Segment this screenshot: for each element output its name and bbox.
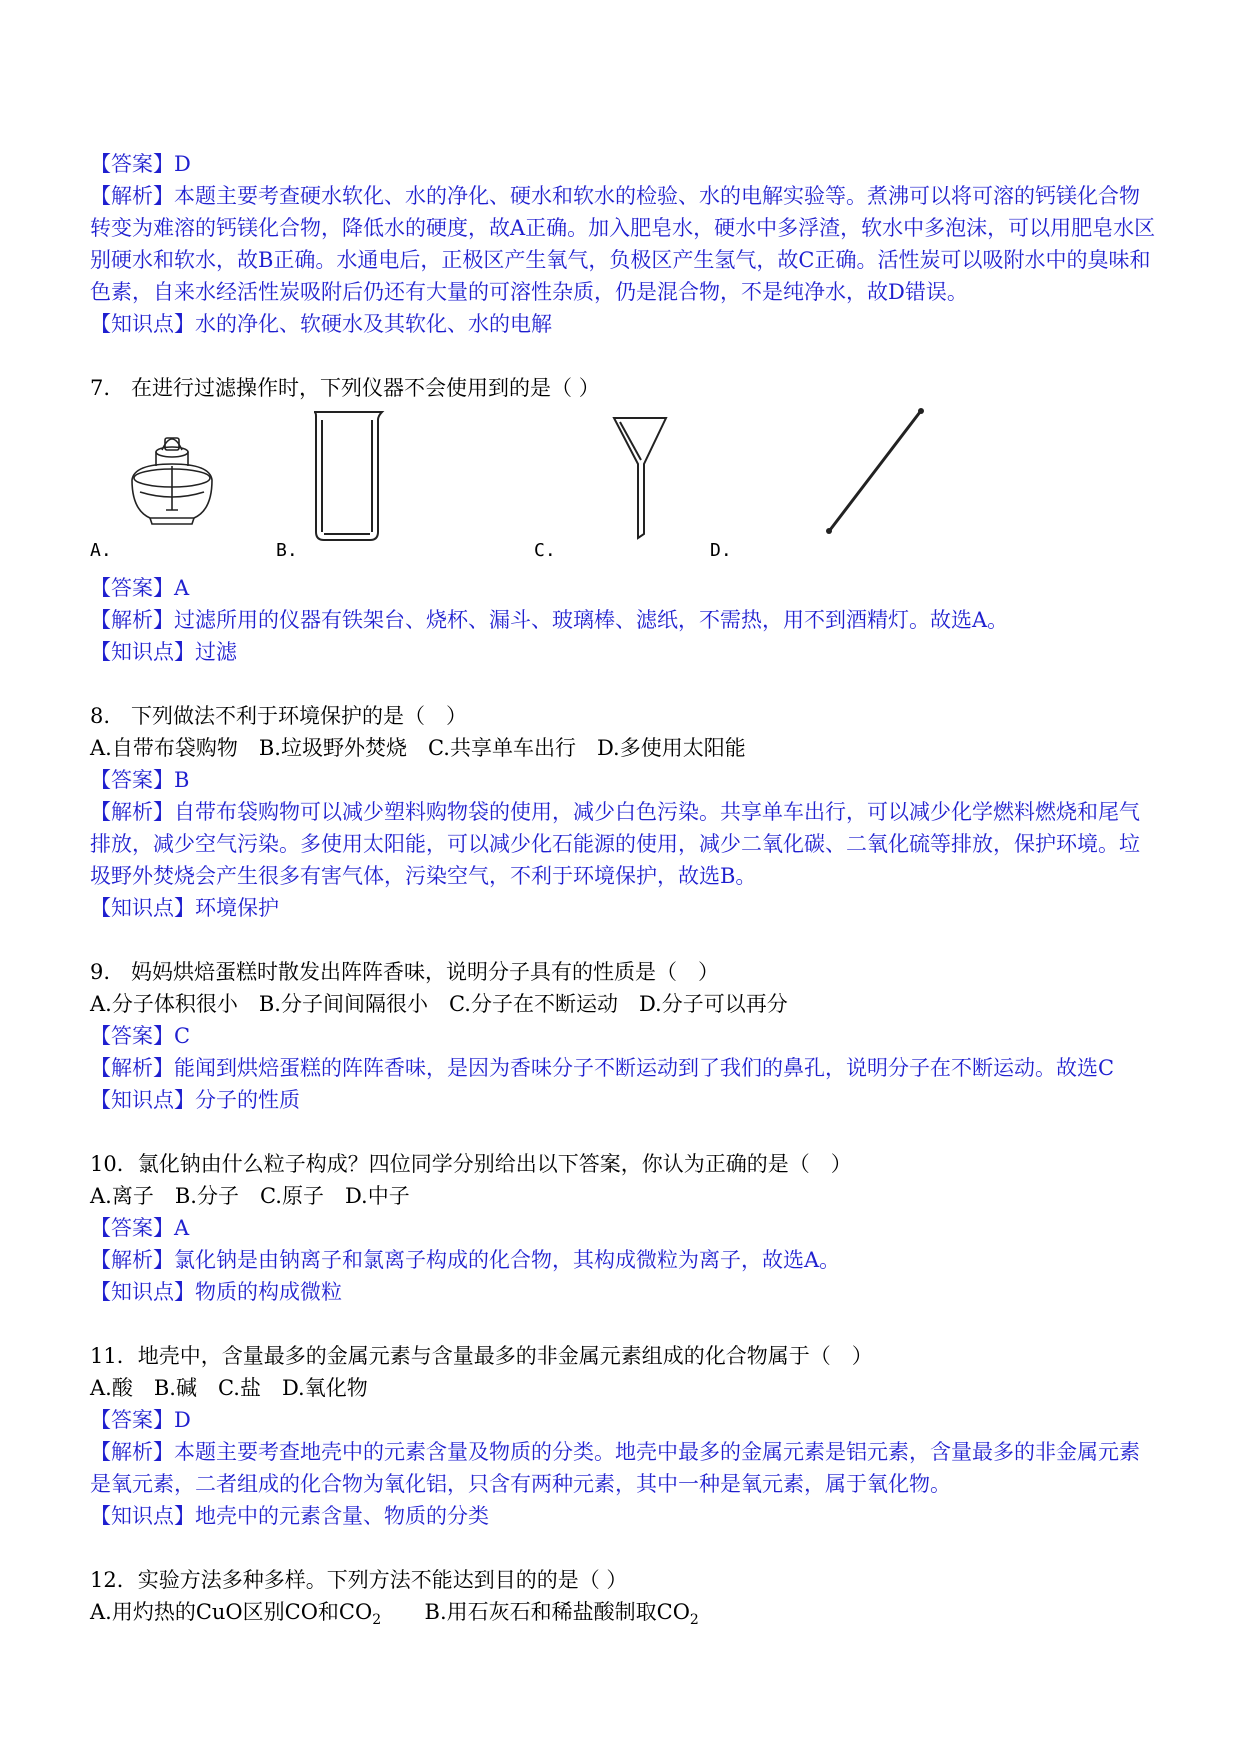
q9-analysis: 【解析】能闻到烘焙蛋糕的阵阵香味，是因为香味分子不断运动到了我们的鼻孔，说明分子在不断运动。故选C — [90, 1056, 1115, 1080]
q9-knowledge: 【知识点】分子的性质 — [90, 1088, 300, 1112]
q7-question: 7. 在进行过滤操作时，下列仪器不会使用到的是（ ） — [90, 376, 600, 400]
q8-answer: 【答案】B — [90, 768, 190, 792]
q7-label-b: B. — [276, 540, 298, 561]
q10-question: 10．氯化钠由什么粒子构成？四位同学分别给出以下答案，你认为正确的是（ ） — [90, 1152, 852, 1176]
q9-question: 9. 妈妈烘焙蛋糕时散发出阵阵香味，说明分子具有的性质是（ ） — [90, 960, 720, 984]
q7-label-a: A. — [90, 540, 112, 561]
q12-options — [90, 1596, 1160, 1636]
q7-label-c: C. — [534, 540, 556, 561]
q12-option-b: B.用石灰石和稀盐酸制取CO — [424, 1600, 690, 1624]
q10-knowledge: 【知识点】物质的构成微粒 — [90, 1280, 342, 1304]
q8-knowledge: 【知识点】环境保护 — [90, 896, 279, 920]
document-body — [90, 148, 1160, 1636]
q6-analysis: 【解析】本题主要考查硬水软化、水的净化、硬水和软水的检验、水的电解实验等。煮沸可以将可溶的钙镁化合物转变为难溶的钙镁化合物，降低水的硬度，故A正确。加入肥皂水，硬水中多浮渣，软水中多泡沫，可以用肥皂水区别硬水和软水，故B正确。水通电后，正极区产生氧气，负极区产生氢气，故C正确。活性炭可以吸附水中的臭味和色素，自来水经活性炭吸附后仍还有大量的可溶性杂质，仍是混合物，不是纯净水，故D错误。 — [90, 184, 1156, 304]
q8-analysis: 【解析】自带布袋购物可以减少塑料购物袋的使用，减少白色污染。共享单车出行，可以减少化学燃料燃烧和尾气排放，减少空气污染。多使用太阳能，可以减少化石能源的使用，减少二氧化碳、二氧化硫等排放，保护环境。垃圾野外焚烧会产生很多有害气体，污染空气，不利于环境保护，故选B。 — [90, 800, 1140, 888]
alcohol-lamp-icon — [122, 420, 222, 528]
beaker-icon — [308, 408, 388, 544]
q9-answer: 【答案】C — [90, 1024, 191, 1048]
funnel-icon — [610, 412, 670, 542]
q11-question: 11．地壳中，含量最多的金属元素与含量最多的非金属元素组成的化合物属于（ ） — [90, 1344, 873, 1368]
glass-rod-icon — [820, 406, 930, 536]
q7-label-d: D. — [710, 540, 732, 561]
q6-knowledge: 【知识点】水的净化、软硬水及其软化、水的电解 — [90, 312, 552, 336]
q12-option-a: A.用灼热的CuO区别CO和CO — [90, 1600, 373, 1624]
q7-figures — [90, 404, 1160, 572]
q11-options: A.酸 B.碱 C.盐 D.氧化物 — [90, 1376, 368, 1400]
q9-options: A.分子体积很小 B.分子间间隔很小 C.分子在不断运动 D.分子可以再分 — [90, 992, 788, 1016]
q8-options: A.自带布袋购物 B.垃圾野外焚烧 C.共享单车出行 D.多使用太阳能 — [90, 736, 746, 760]
q12-question: 12．实验方法多种多样。下列方法不能达到目的的是（ ） — [90, 1568, 628, 1592]
q7-answer: 【答案】A — [90, 576, 190, 600]
q10-analysis: 【解析】氯化钠是由钠离子和氯离子构成的化合物，其构成微粒为离子，故选A。 — [90, 1248, 841, 1272]
q11-knowledge: 【知识点】地壳中的元素含量、物质的分类 — [90, 1504, 489, 1528]
q12-option-b-sub: 2 — [689, 1612, 699, 1629]
q8-question: 8. 下列做法不利于环境保护的是（ ） — [90, 704, 468, 728]
q11-answer: 【答案】D — [90, 1408, 191, 1432]
q10-answer: 【答案】A — [90, 1216, 190, 1240]
q6-answer: 【答案】D — [90, 152, 191, 176]
q7-analysis: 【解析】过滤所用的仪器有铁架台、烧杯、漏斗、玻璃棒、滤纸，不需热，用不到酒精灯。故选A。 — [90, 608, 1009, 632]
q7-knowledge: 【知识点】过滤 — [90, 640, 237, 664]
q11-analysis: 【解析】本题主要考查地壳中的元素含量及物质的分类。地壳中最多的金属元素是铝元素，含量最多的非金属元素是氧元素，二者组成的化合物为氧化铝，只含有两种元素，其中一种是氧元素，属于氧化物。 — [90, 1440, 1140, 1496]
q12-option-a-sub: 2 — [372, 1612, 382, 1629]
q10-options: A.离子 B.分子 C.原子 D.中子 — [90, 1184, 410, 1208]
